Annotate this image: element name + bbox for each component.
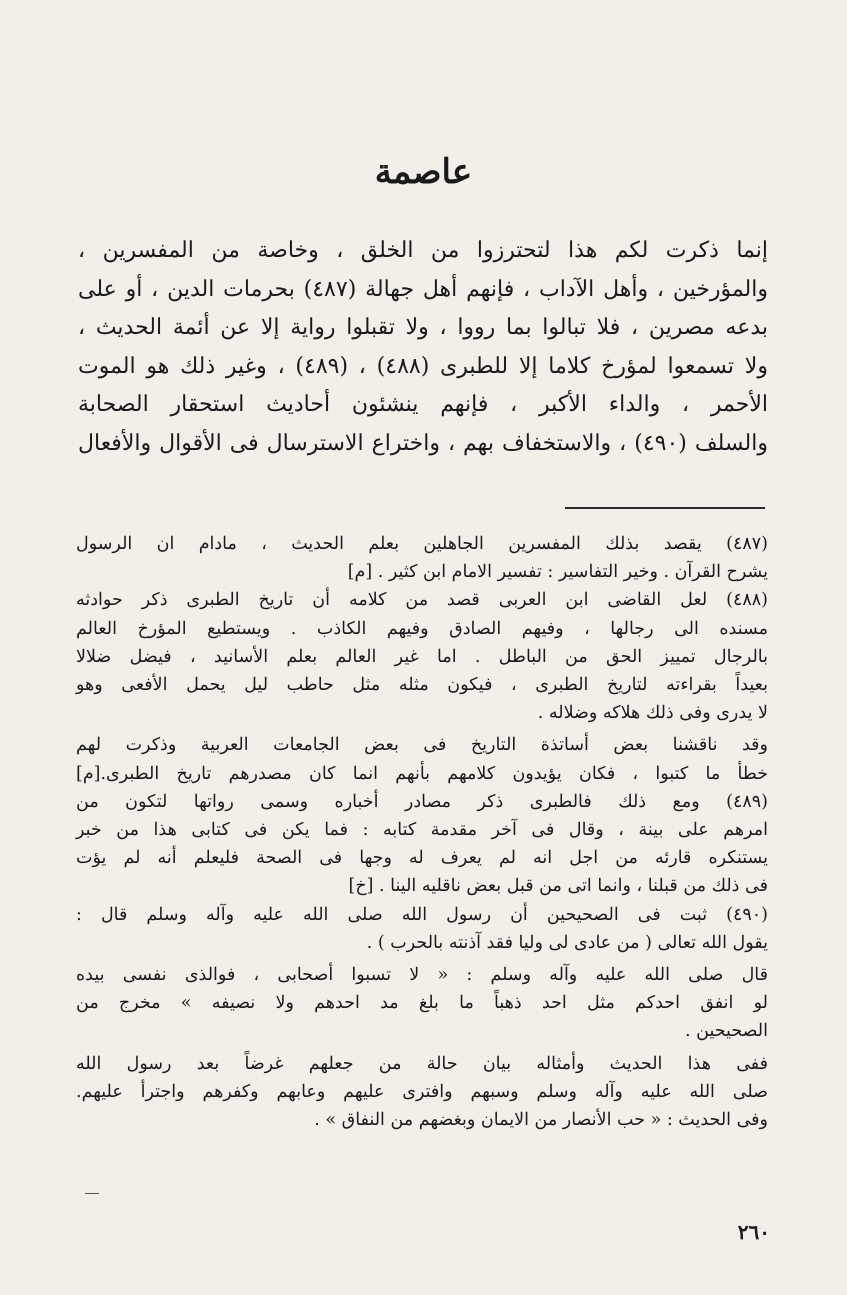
footnotes bbox=[76, 530, 768, 1134]
footnote-line: (٤٨٩) ومع ذلك فالطبرى ذكر مصادر أخباره وسمى رواتها لتكون من bbox=[76, 791, 768, 812]
footnote-separator bbox=[565, 507, 765, 509]
main-text-line: الأحمر ، والداء الأكبر ، فإنهم ينشئون أحاديث استحقار الصحابة bbox=[78, 392, 768, 417]
footnote-line: مسنده الى رجالها ، وفيهم الصادق وفيهم الكاذب . ويستطيع المؤرخ العالم bbox=[76, 618, 768, 639]
footnote-line: وفى الحديث : « حب الأنصار من الايمان وبغضهم من النفاق » . bbox=[314, 1110, 768, 1131]
footnote-line: لو انفق احدكم مثل احد ذهباً ما بلغ مد احدهم ولا نصيفه » مخرج من bbox=[76, 993, 768, 1014]
footnote-line: يستنكره قارئه من اجل انه لم يعرف له وجها فى الصحة فليعلم أنه لم يؤت bbox=[76, 848, 768, 869]
footnote-line: يشرح القرآن . وخير التفاسير : تفسير الامام ابن كثير . [م] bbox=[347, 562, 768, 583]
footnote-line: فى ذلك من قبلنا ، وانما اتى من قبل بعض ناقليه الينا . [خ] bbox=[348, 876, 768, 897]
margin-mark bbox=[85, 1193, 99, 1194]
main-paragraph bbox=[78, 232, 768, 463]
footnote-line: ففى هذا الحديث وأمثاله بيان حالة من جعلهم غرضاً بعد رسول الله bbox=[76, 1053, 768, 1074]
footnote-line: وقد ناقشنا بعض أساتذة التاريخ فى بعض الجامعات العربية وذكرت لهم bbox=[76, 735, 768, 756]
main-text-line: ولا تسمعوا لمؤرخ كلاما إلا للطبرى (٤٨٨) ، (٤٨٩) ، وغير ذلك هو الموت bbox=[78, 353, 768, 379]
main-text-line: إنما ذكرت لكم هذا لتحترزوا من الخلق ، وخاصة من المفسرين ، bbox=[78, 238, 769, 263]
footnote-line: (٤٨٨) لعل القاضى ابن العربى قصد من كلامه أن تاريخ الطبرى ذكر حوادثه bbox=[76, 590, 768, 611]
footnote-line: (٤٨٧) يقصد بذلك المفسرين الجاهلين بعلم الحديث ، مادام ان الرسول bbox=[76, 534, 768, 554]
footnote-line: بالرجال تمييز الحق من الباطل . اما غير العالم بعلم الأسانيد ، فيضل ضلالا bbox=[76, 646, 768, 667]
footnote-line: الصحيحين . bbox=[685, 1021, 768, 1042]
footnote-line: امرهم على بينة ، وقال فى آخر مقدمة كتابه : فما يكن فى كتابى هذا من خبر bbox=[76, 820, 768, 841]
footnote-line: (٤٩٠) ثبت فى الصحيحين أن رسول الله صلى الله عليه وآله وسلم قال : bbox=[76, 904, 768, 925]
main-text-line: والسلف (٤٩٠) ، والاستخفاف بهم ، واختراع الاسترسال فى الأقوال والأفعال bbox=[78, 430, 768, 456]
page-number: ٢٦٠ bbox=[737, 1220, 770, 1244]
main-text-line: بدعه مصرين ، فلا تبالوا بما رووا ، ولا تقبلوا رواية إلا عن أئمة الحديث ، bbox=[78, 315, 768, 340]
footnote-line: لا يدرى وفى ذلك هلاكه وضلاله . bbox=[537, 703, 768, 724]
page-title: عاصمة bbox=[374, 152, 473, 192]
footnote-line: يقول الله تعالى ( من عادى لى وليا فقد آذنته بالحرب ) . bbox=[366, 932, 768, 953]
main-text-line: والمؤرخين ، وأهل الآداب ، فإنهم أهل جهالة (٤٨٧) بحرمات الدين ، أو على bbox=[78, 276, 768, 302]
footnote-line: بعيداً بقراءته لتاريخ الطبرى ، فيكون مثله مثل حاطب ليل يحمل الأفعى وهو bbox=[76, 675, 768, 696]
footnote-line: قال صلى الله عليه وآله وسلم : « لا تسبوا أصحابى ، فوالذى نفسى بيده bbox=[76, 965, 768, 986]
footnote-line: صلى الله عليه وآله وسلم وسبهم وافترى عليهم وعابهم وكفرهم واجترأ عليهم. bbox=[76, 1081, 768, 1102]
footnote-line: خطأ ما كتبوا ، فكان يؤيدون كلامهم بأنهم انما كان مصدرهم تاريخ الطبرى.[م] bbox=[76, 763, 768, 784]
